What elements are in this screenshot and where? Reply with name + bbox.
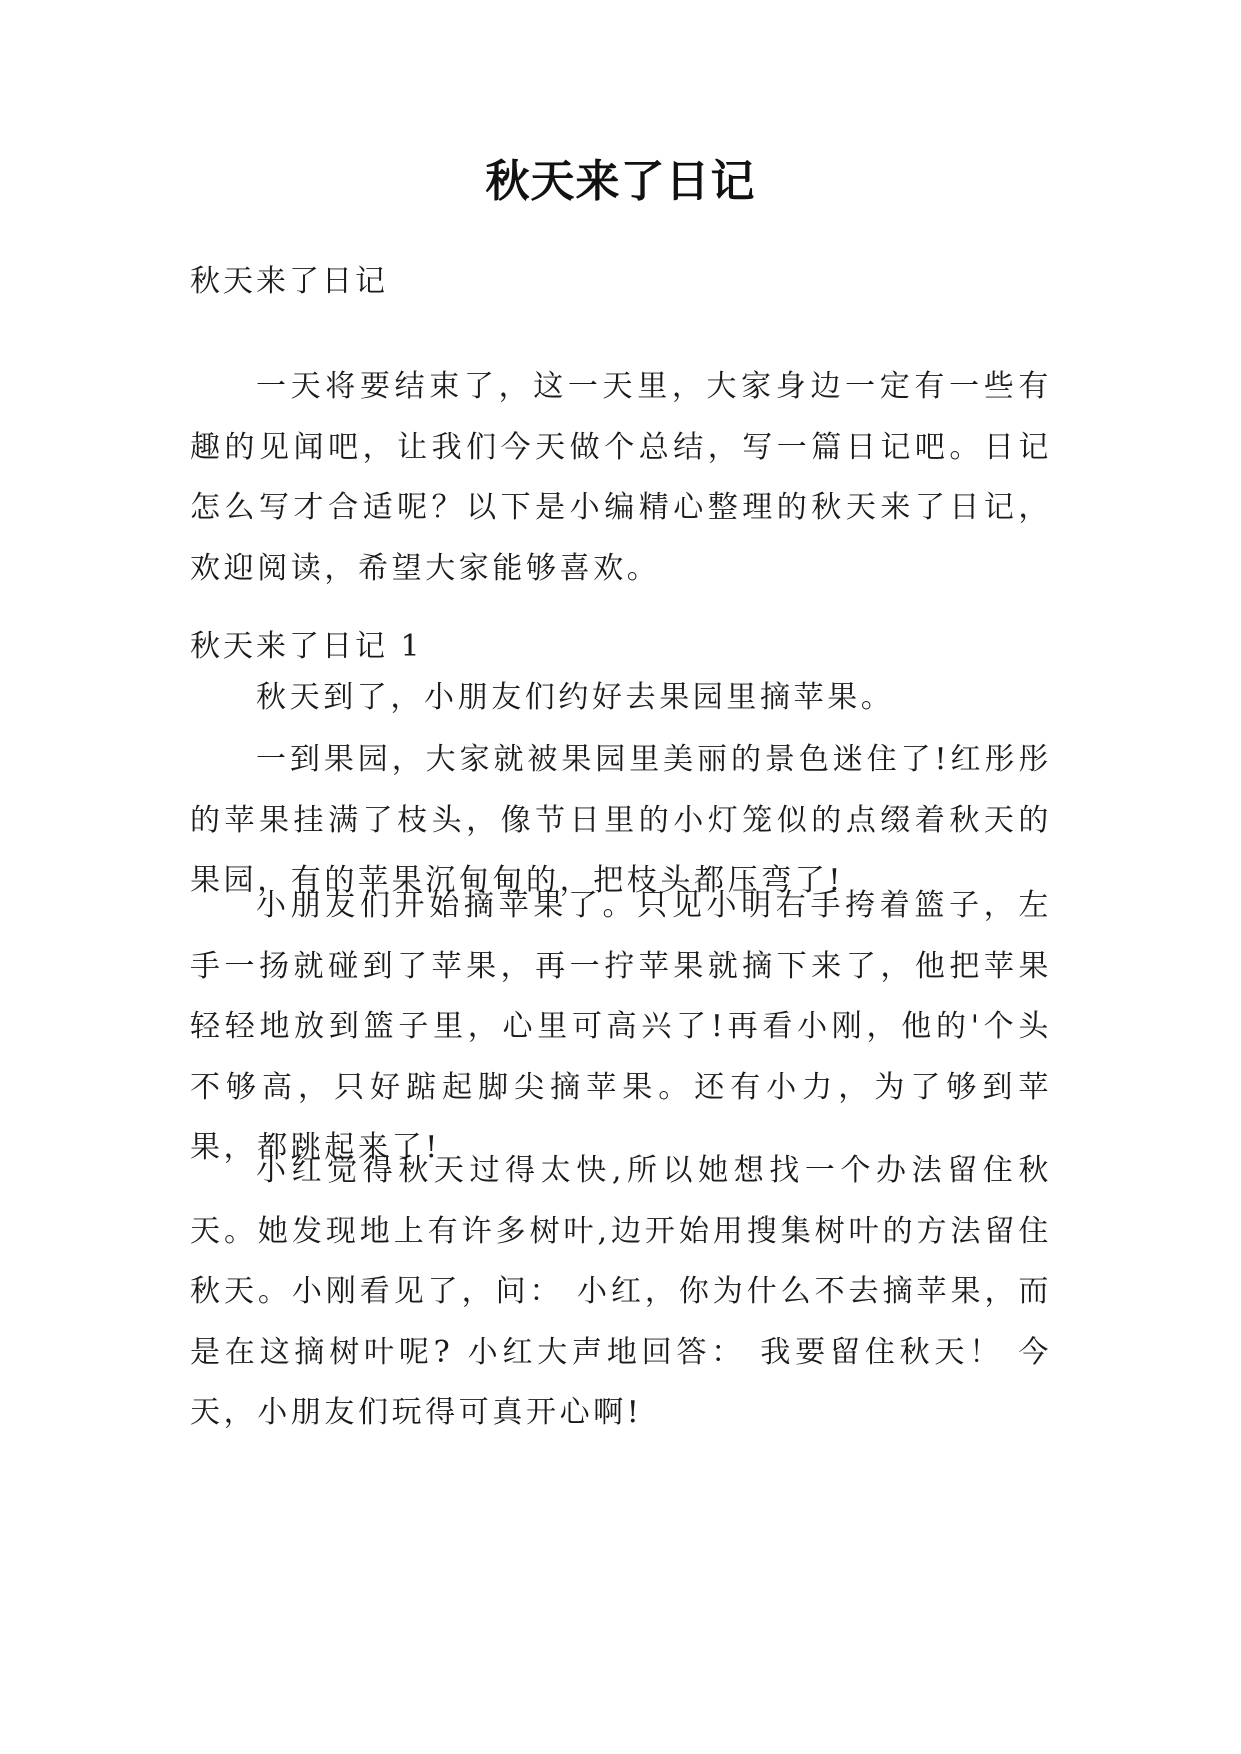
intro-paragraph: 一天将要结束了，这一天里，大家身边一定有一些有趣的见闻吧，让我们今天做个总结，写一篇日记吧。日记怎么写才合适呢？以下是小编精心整理的秋天来了日记，欢迎阅读，希望大家能够喜欢。 — [190, 369, 1052, 586]
body-paragraph-4: 小红觉得秋天过得太快,所以她想找一个办法留住秋天。她发现地上有许多树叶,边开始用搜集树叶的方法留住秋天。小刚看见了，问： 小红，你为什么不去摘苹果，而是在这摘树叶呢? 小红大声地回答： 我要留住秋天！ 今天，小朋友们玩得可真开心啊! — [190, 1153, 1052, 1430]
section-heading: 秋天来了日记 1 — [190, 629, 423, 664]
body-paragraph-3: 小朋友们开始摘苹果了。只见小明右手挎着篮子，左手一扬就碰到了苹果，再一拧苹果就摘下来了，他把苹果轻轻地放到篮子里，心里可高兴了!再看小刚，他的'个头不够高，只好踮起脚尖摘苹果。还有小力，为了够到苹果，都跳起来了! — [190, 888, 1052, 1165]
document-title: 秋天来了日记 — [485, 156, 756, 207]
body-paragraph-2: 一到果园，大家就被果园里美丽的景色迷住了!红彤彤的苹果挂满了枝头，像节日里的小灯笼似的点缀着秋天的果园，有的苹果沉甸甸的，把枝头都压弯了! — [190, 742, 1052, 898]
document-subtitle: 秋天来了日记 — [190, 264, 388, 299]
body-paragraph-1: 秋天到了，小朋友们约好去果园里摘苹果。 — [256, 680, 895, 715]
